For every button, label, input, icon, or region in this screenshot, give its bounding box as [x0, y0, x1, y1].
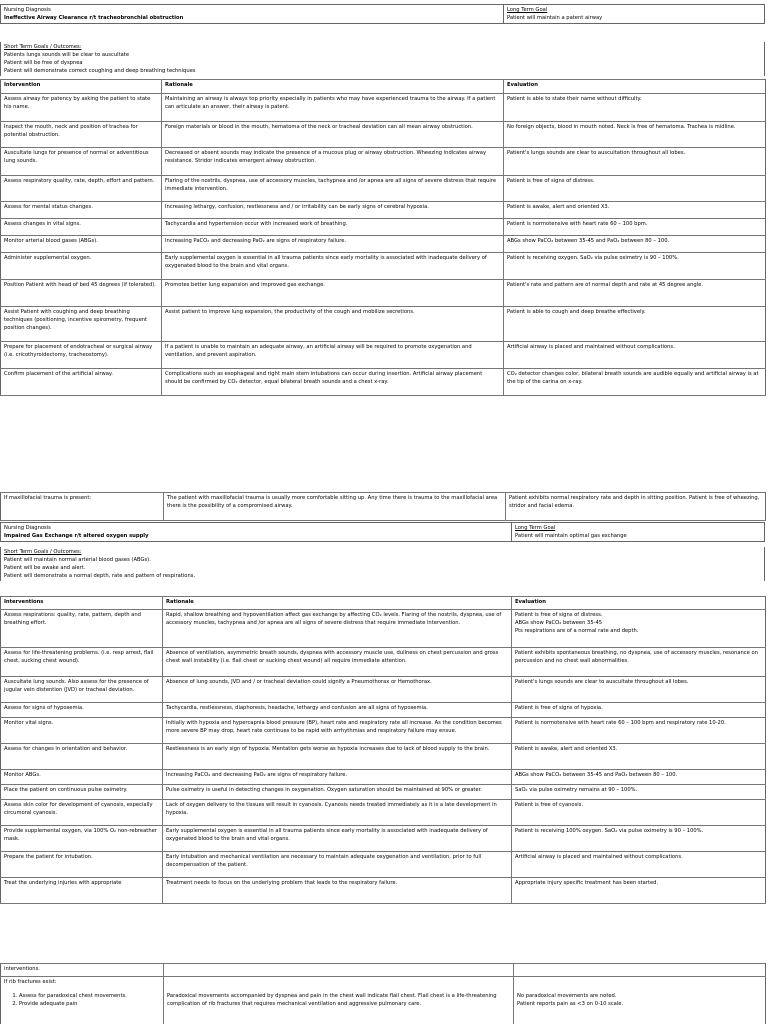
evaluation-cell: Patient is able to cough and deep breathe effectively. [504, 307, 766, 342]
rationale-cell: Early supplemental oxygen is essential in all trauma patients since early mortality is associated with inadequate delivery of oxygenated blood to the brain and vital organs. [163, 826, 512, 852]
page-2 [0, 492, 768, 912]
rationale-cell: Tachycardia, restlessness, diaphoresis, headache, lethargy and confusion are all signs of hypoxemia. [163, 703, 512, 718]
intervention-cell: Administer supplemental oxygen. [1, 253, 162, 280]
rationale-cell: Early supplemental oxygen is essential in all trauma patients since early mortality is associated with inadequate delivery of oxygenated blood to the brain and vital organs. [162, 253, 504, 280]
evaluation-cell [512, 610, 766, 648]
evaluation-cell: Patient is normotensive with heart rate 60 – 100 bpm and respiratory rate 10-20. [512, 718, 766, 744]
rationale-cell: Absence of ventilation, asymmetric breath sounds, dyspnea with accessory muscle use, dullness on chest percussion and gross chest wall instability (i.e. flail chest or sucking chest wound) all require immediate attention. [163, 648, 512, 677]
evaluation-cell: Appropriate injury specific treatment has been started. [512, 878, 766, 904]
rationale-cell [164, 977, 514, 1024]
intervention-cell: Monitor arterial blood gases (ABGs). [1, 236, 162, 253]
short-term-goal: Patient will be awake and alert. [4, 565, 86, 572]
intervention-cell: Monitor ABGs. [1, 770, 163, 785]
table-row [1, 369, 766, 396]
intervention-cell: Prepare the patient for intubation. [1, 852, 163, 878]
continued-row-table [0, 492, 766, 521]
rationale-cell: Increasing PaCO₂ and decreasing PaO₂ are signs of respiratory failure. [162, 236, 504, 253]
evaluation-cell: No foreign objects, blood in mouth noted. Neck is free of hematoma. Trachea is midline. [504, 122, 766, 148]
short-term-goals [0, 42, 765, 76]
intervention-cell: Assess airway for patency by asking the patient to state his name. [1, 94, 162, 122]
intervention-cell: Position Patient with head of bed 45 degrees (if tolerated). [1, 280, 162, 307]
intervention-cell: Assess for signs of hypoxemia. [1, 703, 163, 718]
evaluation-cell: Artificial airway is placed and maintained without complications. [504, 342, 766, 369]
rationale-cell: Complications such as esophageal and right main stem intubations can occur during insertion. Artificial airway placement should be confirmed by CO₂ detector, equal bilateral breath sounds and a chest x-ray. [162, 369, 504, 396]
table-row [1, 236, 766, 253]
rationale-text: Paradoxical movements accompanied by dyspnea and pain in the chest wall indicate flail chest. Flail chest is a life-threatening complication of rib fractures that requires mechanical ventilation and aggressive pulmonary care. [167, 993, 497, 1008]
rationale-cell: Initially with hypoxia and hypercapnia blood pressure (BP), heart rate and respiratory rate all increase. As the condition becomes more severe BP may drop, heart rate continues to be rapid with arrhythmias and respiratory failure may ensue. [163, 718, 512, 744]
short-term-goals-label: Short Term Goals / Outcomes: [4, 549, 82, 555]
long-term-goal-label: Long Term Goal [515, 525, 556, 531]
rationale-cell: Pulse oximetry is useful in detecting changes in oxygenation. Oxygen saturation should be maintained at 90% or greater. [163, 785, 512, 800]
table-row [1, 878, 766, 904]
evaluation-cell: Patient is awake, alert and oriented X3. [512, 744, 766, 770]
intervention-cell: Assess for changes in orientation and behavior. [1, 744, 163, 770]
table-header-row [1, 80, 766, 94]
short-term-goal: Patient will demonstrate a normal depth, rate and pattern of respirations. [4, 573, 196, 580]
table-row [1, 677, 766, 703]
intervention-cell [1, 977, 164, 1024]
nursing-diagnosis: Impaired Gas Exchange r/t altered oxygen supply [4, 533, 149, 540]
table-row [1, 202, 766, 219]
intervention-cell: Confirm placement of the artificial airway. [1, 369, 162, 396]
rationale-cell: Rapid, shallow breathing and hypoventilation affect gas exchange by affecting CO₂ levels. Flaring of the nostrils, dyspnea, use of accessory muscles, tachypnea and /or apnea are all signs of severe distress that require immediate intervention. [163, 610, 512, 648]
rib-fracture-label: If rib fractures exist: [4, 979, 57, 985]
evaluation-cell: ABGs show PaCO₂ between 35-45 and PaO₂ between 80 – 100. [512, 770, 766, 785]
column-header: Rationale [163, 597, 512, 610]
intervention-cell: Assess changes in vital signs. [1, 219, 162, 236]
rationale-cell: Lack of oxygen delivery to the tissues will result in cyanosis. Cyanosis needs treated immediately as it is a late development in hypoxia. [163, 800, 512, 826]
evaluation-cell: Patient is awake, alert and oriented X3. [504, 202, 766, 219]
evaluation-cell: Artificial airway is placed and maintained without complications. [512, 852, 766, 878]
intervention-cell: Inspect the mouth, neck and position of trachea for potential obstruction. [1, 122, 162, 148]
evaluation-cell: Patient is receiving 100% oxygen. SaO₂ via pulse oximetry is 90 – 100%. [512, 826, 766, 852]
table-row [1, 785, 766, 800]
nursing-diagnosis-label: Nursing Diagnosis [4, 525, 51, 531]
intervention-cell: Auscultate lungs for presence of normal or adventitious lung sounds. [1, 148, 162, 176]
table-row [1, 703, 766, 718]
evaluation-cell: ABGs show PaCO₂ between 35-45 and PaO₂ between 80 – 100. [504, 236, 766, 253]
table-row [1, 493, 766, 521]
evaluation-cell [514, 977, 766, 1024]
long-term-goal: Patient will maintain a patent airway [507, 15, 603, 22]
rationale-cell: If a patient is unable to maintain an adequate airway, an artificial airway will be required to promote oxygenation and ventilation, and prevent aspiration. [162, 342, 504, 369]
rationale-cell [164, 964, 514, 977]
table-row [1, 718, 766, 744]
care-plan-table [0, 596, 766, 904]
intervention-cell: Assess respirations: quality, rate, pattern, depth and breathing effort. [1, 610, 163, 648]
evaluation-line: Pts respirations are of a normal rate and depth. [515, 628, 639, 635]
table-row [1, 176, 766, 202]
intervention-cell: Assess respiratory quality, rate, depth, effort and pattern. [1, 176, 162, 202]
evaluation-cell: Patient is normotensive with heart rate 60 – 100 bpm. [504, 219, 766, 236]
evaluation-line: ABGs show PaCO₂ between 35-45 [515, 620, 603, 627]
table-row [1, 800, 766, 826]
rationale-cell: Foreign materials or blood in the mouth, hematoma of the neck or tracheal deviation can all mean airway obstruction. [162, 122, 504, 148]
short-term-goal: Patients lungs sounds will be clear to auscultate [4, 52, 130, 59]
evaluation-cell: Patient's rate and pattern are of normal depth and rate at 45 degree angle. [504, 280, 766, 307]
rationale-cell: Absence of lung sounds, JVD and / or tracheal deviation could signify a Pneumothorax or Hemothorax. [163, 677, 512, 703]
table-row [1, 342, 766, 369]
evaluation-cell: Patient is free of cyanosis. [512, 800, 766, 826]
evaluation-line: Patient reports pain as <3 on 0-10 scale. [517, 1001, 624, 1008]
list-item: 2. Provide adequate pain [19, 1000, 160, 1008]
column-header: Evaluation [504, 80, 766, 94]
table-row [1, 122, 766, 148]
evaluation-line: No paradoxical movements are noted. [517, 993, 617, 999]
rationale-cell: Assist patient to improve lung expansion, the productivity of the cough and mobilize secretions. [162, 307, 504, 342]
table-header-row [1, 597, 766, 610]
care-plan-table [0, 79, 766, 396]
column-header: Intervention [1, 80, 162, 94]
intervention-cell: Assist Patient with coughing and deep breathing techniques (positioning, incentive spirometry, frequent position changes). [1, 307, 162, 342]
intervention-cell: Place the patient on continuous pulse oximetry. [1, 785, 163, 800]
evaluation-line: Patient is free of signs of distress. [515, 612, 603, 618]
rationale-cell: Restlessness is an early sign of hypoxia. Mentation gets worse as hypoxia increases due to lack of blood supply to the brain. [163, 744, 512, 770]
intervention-cell: Assess for life-threatening problems. (i.e. resp arrest, flail chest, sucking chest wound). [1, 648, 163, 677]
column-header: Evaluation [512, 597, 766, 610]
rationale-cell: Decreased or absent sounds may indicate the presence of a mucous plug or airway obstruction. Wheezing indicates airway resistance. Stridor indicates emergent airway obstruction. [162, 148, 504, 176]
intervention-cell: Assess for mental status changes. [1, 202, 162, 219]
evaluation-cell: SaO₂ via pulse oximetry remains at 90 – 100%. [512, 785, 766, 800]
intervention-cell: If maxillofacial trauma is present: [1, 493, 164, 521]
intervention-cell: Prepare for placement of endotracheal or surgical airway (i.e. cricothyroidectomy, tracheostomy). [1, 342, 162, 369]
page-3 [0, 955, 768, 1024]
nursing-diagnosis-label: Nursing Diagnosis [4, 7, 51, 13]
evaluation-cell [514, 964, 766, 977]
rationale-cell: Increasing PaCO₂ and decreasing PaO₂ are signs of respiratory failure. [163, 770, 512, 785]
table-row [1, 610, 766, 648]
column-header: Interventions [1, 597, 163, 610]
table-row [1, 770, 766, 785]
rationale-cell: Maintaining an airway is always top priority especially in patients who may have experienced trauma to the airway. If a patient can articulate an answer, their airway is patent. [162, 94, 504, 122]
evaluation-cell: Patient exhibits normal respiratory rate and depth in sitting position. Patient is free of wheezing, stridor and facial edema. [506, 493, 766, 521]
diagnosis-header [0, 4, 765, 24]
rationale-cell: Flaring of the nostrils, dyspnea, use of accessory muscles, tachypnea and /or apnea are all signs of severe distress that require immediate intervention. [162, 176, 504, 202]
evaluation-cell: Patient is receiving oxygen. SaO₂ via pulse oximetry is 90 – 100%. [504, 253, 766, 280]
short-term-goals [0, 547, 765, 581]
intervention-cell: Provide supplemental oxygen, via 100% O₂ non-rebreather mask. [1, 826, 163, 852]
short-term-goal: Patient will be free of dyspnea [4, 60, 83, 67]
rationale-cell: Tachycardia and hypertension occur with increased work of breathing. [162, 219, 504, 236]
table-row [1, 852, 766, 878]
table-row [1, 744, 766, 770]
rib-fracture-steps [4, 992, 160, 1008]
table-row [1, 280, 766, 307]
table-row [1, 964, 766, 977]
intervention-cell: Treat the underlying injuries with appropriate [1, 878, 163, 904]
table-row [1, 826, 766, 852]
evaluation-cell: Patient's lungs sounds are clear to auscultation throughout all lobes. [504, 148, 766, 176]
table-row [1, 253, 766, 280]
evaluation-cell: Patient is free of signs of distress. [504, 176, 766, 202]
page-gap [0, 912, 768, 955]
short-term-goals-label: Short Term Goals / Outcomes: [4, 44, 82, 50]
rationale-cell: Increasing lethargy, confusion, restlessness and / or irritability can be early signs of cerebral hypoxia. [162, 202, 504, 219]
evaluation-cell: Patient exhibits spontaneous breathing, no dyspnea, use of accessory muscles, resonance on percussion and no chest wall abnormalities. [512, 648, 766, 677]
intervention-cell: Assess skin color for development of cyanosis, especially circumoral cyanosis. [1, 800, 163, 826]
intervention-cell: interventions. [1, 964, 164, 977]
table-row [1, 94, 766, 122]
table-row [1, 977, 766, 1024]
table-row [1, 648, 766, 677]
rationale-cell: Promotes better lung expansion and improved gas exchange. [162, 280, 504, 307]
nursing-diagnosis: Ineffective Airway Clearance r/t tracheobronchial obstruction [4, 15, 184, 22]
intervention-cell: Auscultate lung sounds. Also assess for the presence of jugular vein distention (JVD) or tracheal deviation. [1, 677, 163, 703]
column-header: Rationale [162, 80, 504, 94]
evaluation-cell: CO₂ detector changes color, bilateral breath sounds are audible equally and artificial airway is at the tip of the carina on x-ray. [504, 369, 766, 396]
list-item: 1. Assess for paradoxical chest movements. [19, 992, 160, 1000]
page-1 [0, 0, 768, 426]
care-plan-table-continued [0, 963, 766, 1024]
short-term-goal: Patient will maintain normal arterial blood gases (ABGs). [4, 557, 151, 564]
table-row [1, 219, 766, 236]
rationale-cell: Early intubation and mechanical ventilation are necessary to maintain adequate oxygenation and ventilation, prior to full decompensation of the patient. [163, 852, 512, 878]
diagnosis-header [0, 522, 765, 542]
table-row [1, 148, 766, 176]
evaluation-cell: Patient is able to state their name without difficulty. [504, 94, 766, 122]
long-term-goal-label: Long Term Goal [507, 7, 548, 13]
evaluation-cell: Patient is free of signs of hypoxia. [512, 703, 766, 718]
evaluation-cell: Patient's lungs sounds are clear to auscultate throughout all lobes. [512, 677, 766, 703]
table-row [1, 307, 766, 342]
short-term-goal: Patient will demonstrate correct coughing and deep breathing techniques [4, 68, 196, 75]
rationale-cell: Treatment needs to focus on the underlying problem that leads to the respiratory failure. [163, 878, 512, 904]
rationale-cell: The patient with maxillofacial trauma is usually more comfortable sitting up. Any time there is trauma to the maxillofacial area there is the possibility of a compromised airway. [164, 493, 506, 521]
intervention-cell: Monitor vital signs. [1, 718, 163, 744]
long-term-goal: Patient will maintain optimal gas exchange [515, 533, 627, 540]
page-gap [0, 426, 768, 492]
